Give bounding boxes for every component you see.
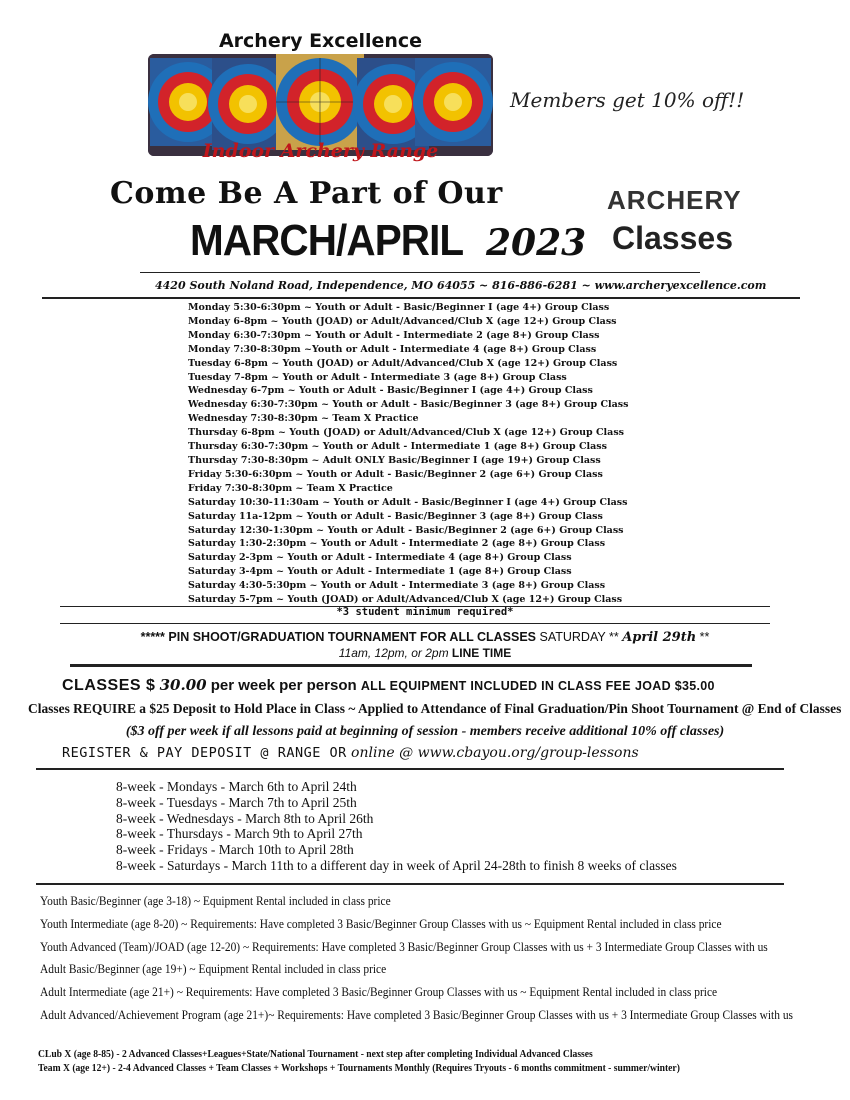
session-dates (116, 779, 677, 874)
level-item: Adult Advanced/Achievement Program (age 21+)~ Requirements: Have completed 3 Basic/Beginner Group Classes with us + 3 Intermediate Group Classes with us (40, 1006, 793, 1022)
tournament-stars: ***** (140, 630, 165, 644)
target-face-5 (413, 58, 493, 146)
per-week-label: per week per person (210, 677, 357, 694)
tournament-line (0, 630, 850, 645)
schedule-item: Friday 7:30-8:30pm ~ Team X Practice (188, 482, 393, 494)
schedule-item: Saturday 11a-12pm ~ Youth or Adult - Basic/Beginner 3 (age 8+) Group Class (188, 510, 603, 522)
line-time-label: LINE TIME (451, 646, 512, 660)
session-item: 8-week - Tuesdays - March 7th to April 25th (116, 794, 357, 810)
tournament-label: PIN SHOOT/GRADUATION TOURNAMENT FOR ALL CLASSES (168, 630, 537, 644)
level-item: Youth Basic/Beginner (age 3-18) ~ Equipment Rental included in class price (40, 893, 391, 908)
level-item: Youth Advanced (Team)/JOAD (age 12-20) ~ Requirements: Have completed 3 Basic/Beginner Group Classes with us + 3 Intermediate Group Classes with us (40, 938, 768, 954)
equipment-included: ALL EQUIPMENT INCLUDED IN CLASS FEE (360, 679, 631, 693)
schedule-item: Wednesday 6-7pm ~ Youth or Adult - Basic/Beginner I (age 4+) Group Class (188, 385, 593, 397)
line-times: 11am, 12pm, or 2pm (338, 646, 449, 660)
headline-months: MARCH/APRIL (190, 216, 464, 265)
schedule-item: Saturday 4:30-5:30pm ~ Youth or Adult - Intermediate 3 (age 8+) Group Class (188, 580, 606, 592)
minimum-required-note: *3 student minimum required* (336, 606, 514, 618)
headline-year: 2023 (486, 222, 587, 264)
divider (140, 272, 700, 273)
schedule-item: Thursday 6:30-7:30pm ~ Youth or Adult - Intermediate 1 (age 8+) Group Class (188, 441, 607, 453)
logo-title: Archery Excellence (218, 30, 423, 52)
register-line (62, 745, 639, 761)
tournament-times (0, 646, 850, 660)
divider (36, 883, 784, 885)
session-item: 8-week - Fridays - March 10th to April 28th (116, 842, 354, 858)
schedule-item: Friday 5:30-6:30pm ~ Youth or Adult - Basic/Beginner 2 (age 6+) Group Class (188, 468, 603, 480)
headline-come: Come Be A Part of Our (110, 176, 503, 211)
tournament-mark: ** (608, 630, 619, 644)
level-item: Youth Intermediate (age 8-20) ~ Requirements: Have completed 3 Basic/Beginner Group Classes with us ~ Equipment Rental included in class price (40, 915, 722, 931)
club-x-item: CLub X (age 8-85) - 2 Advanced Classes+Leagues+State/National Tournament - next step after completing Individual Advanced Classes (38, 1049, 593, 1060)
session-item: 8-week - Wednesdays - March 8th to April 26th (116, 810, 374, 826)
schedule-item: Thursday 7:30-8:30pm ~ Adult ONLY Basic/Beginner I (age 19+) Group Class (188, 454, 601, 466)
schedule-item: Saturday 2-3pm ~ Youth or Adult - Intermediate 4 (age 8+) Group Class (188, 552, 572, 564)
schedule-item: Monday 5:30-6:30pm ~ Youth or Adult - Basic/Beginner I (age 4+) Group Class (188, 302, 610, 313)
classes-heading: Classes (612, 220, 733, 256)
schedule-item: Wednesday 7:30-8:30pm ~ Team X Practice (188, 413, 419, 425)
logo (148, 30, 493, 165)
register-online-link[interactable]: online @ www.cbayou.org/group-lessons (351, 745, 639, 761)
pricing-line (62, 676, 715, 695)
schedule-item: Monday 6-8pm ~ Youth (JOAD) or Adult/Advanced/Club X (age 12+) Group Class (188, 315, 617, 327)
register-label: REGISTER & PAY DEPOSIT @ RANGE OR (62, 745, 347, 761)
joad-price: JOAD $35.00 (635, 679, 715, 693)
archery-heading: ARCHERY (607, 185, 742, 215)
members-promo: Members get 10% off!! (510, 88, 745, 112)
schedule-item: Wednesday 6:30-7:30pm ~ Youth or Adult - Basic/Beginner 3 (age 8+) Group Class (188, 399, 629, 411)
tournament-mark: ** (699, 630, 710, 644)
schedule-item: Saturday 10:30-11:30am ~ Youth or Adult - Basic/Beginner I (age 4+) Group Class (188, 496, 628, 508)
divider (36, 768, 784, 770)
session-item: 8-week - Saturdays - March 11th to a different day in week of April 24-28th to finish 8 weeks of classes (116, 857, 677, 873)
logo-subtitle: Indoor Archery Range (202, 140, 439, 162)
divider (70, 664, 752, 667)
tournament-date: April 29th (622, 630, 697, 645)
schedule-item: Monday 7:30-8:30pm ~Youth or Adult - Intermediate 4 (age 8+) Group Class (188, 343, 597, 355)
schedule-item: Monday 6:30-7:30pm ~ Youth or Adult - Intermediate 2 (age 8+) Group Class (188, 329, 600, 341)
schedule-item: Thursday 6-8pm ~ Youth (JOAD) or Adult/Advanced/Club X (age 12+) Group Class (188, 427, 625, 439)
session-item: 8-week - Thursdays - March 9th to April 27th (116, 826, 363, 842)
team-x-item: Team X (age 12+) - 2-4 Advanced Classes + Team Classes + Workshops + Tournaments Monthly (Requires Tryouts - 6 months commitment - summer/winter) (38, 1062, 680, 1074)
class-price: 30.00 (159, 676, 207, 694)
classes-price-label: CLASSES $ (62, 677, 156, 694)
target-face-center (276, 54, 364, 150)
schedule-item: Saturday 1:30-2:30pm ~ Youth or Adult - Intermediate 2 (age 8+) Group Class (188, 538, 606, 550)
schedule-item: Tuesday 7-8pm ~ Youth or Adult - Intermediate 3 (age 8+) Group Class (188, 371, 567, 383)
schedule-item: Tuesday 6-8pm ~ Youth (JOAD) or Adult/Advanced/Club X (age 12+) Group Class (188, 357, 618, 369)
tournament-day: SATURDAY (539, 630, 606, 644)
divider (42, 297, 800, 299)
level-item: Adult Intermediate (age 21+) ~ Requirements: Have completed 3 Basic/Beginner Group Classes with us ~ Equipment Rental included in class price (40, 984, 718, 1000)
discount-note: ($3 off per week if all lessons paid at beginning of session - members receive additional 10% off classes) (125, 724, 725, 739)
level-item: Adult Basic/Beginner (age 19+) ~ Equipment Rental included in class price (40, 961, 387, 977)
deposit-note: Classes REQUIRE a $25 Deposit to Hold Place in Class ~ Applied to Attendance of Final Graduation/Pin Shoot Tournament @ End of Classes (28, 702, 842, 717)
club-team-info (38, 1048, 680, 1075)
session-item: 8-week - Mondays - March 6th to April 24th (116, 779, 357, 794)
divider (60, 623, 770, 624)
schedule-item: Saturday 3-4pm ~ Youth or Adult - Intermediate 1 (age 8+) Group Class (188, 566, 572, 578)
schedule-item: Saturday 12:30-1:30pm ~ Youth or Adult - Basic/Beginner 2 (age 6+) Group Class (188, 524, 624, 536)
class-levels (40, 890, 793, 1027)
schedule-item: Saturday 5-7pm ~ Youth (JOAD) or Adult/Advanced/Club X (age 12+) Group Class (188, 594, 623, 606)
class-schedule (188, 301, 628, 607)
address-line: 4420 South Noland Road, Independence, MO 64055 ~ 816-886-6281 ~ www.archeryexcellence.com (155, 279, 767, 292)
